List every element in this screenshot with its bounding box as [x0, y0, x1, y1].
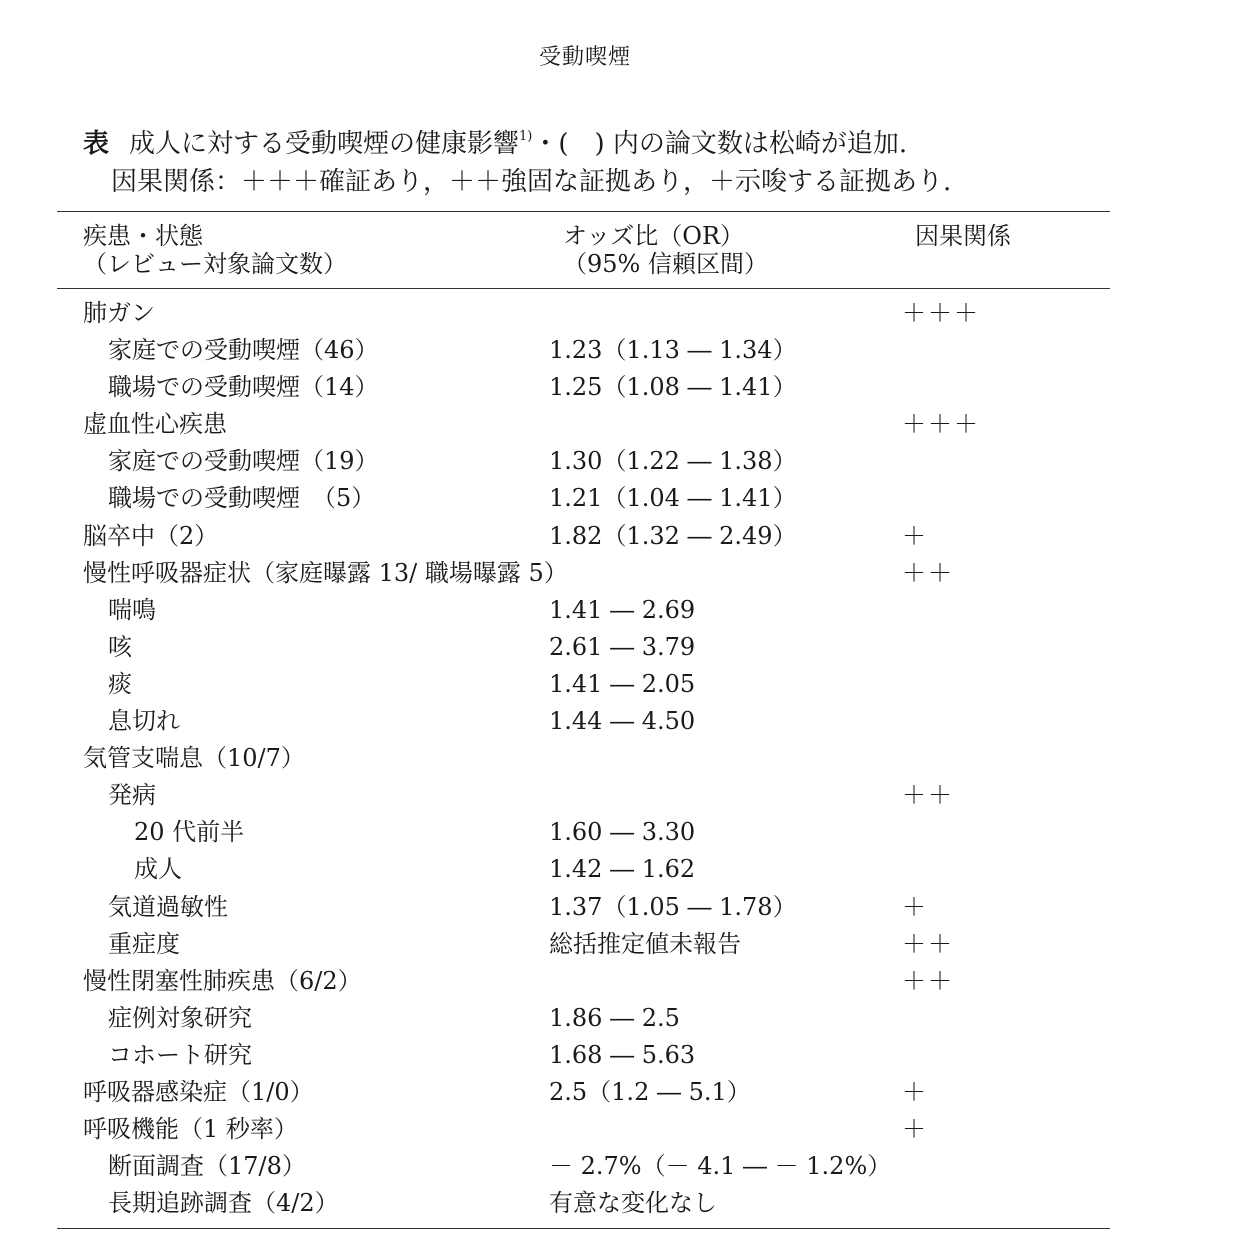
column-header-causality: 因果関係	[915, 222, 1011, 250]
column-header-odds-ratio	[563, 222, 768, 278]
table-row	[0, 703, 1242, 740]
column-header-disease	[83, 222, 347, 278]
row-causality: ＋	[902, 521, 928, 550]
row-odds-ratio: 1.25（1.08 ― 1.41）	[549, 373, 797, 402]
row-odds-ratio: － 2.7%（－ 4.1 ― － 1.2%）	[549, 1152, 892, 1181]
row-causality: ＋＋	[902, 929, 954, 958]
row-condition: 喘鳴	[108, 595, 156, 624]
row-condition: 脳卒中（2）	[83, 521, 219, 550]
row-odds-ratio: 2.61 ― 3.79	[549, 632, 696, 661]
row-condition: 慢性呼吸器症状（家庭曝露 13/ 職場曝露 5）	[83, 558, 568, 587]
row-condition: 症例対象研究	[108, 1003, 252, 1032]
row-condition: 重症度	[108, 929, 180, 958]
row-causality: ＋＋	[902, 558, 954, 587]
row-causality: ＋＋＋	[902, 410, 980, 439]
table-row	[0, 592, 1242, 629]
table-bottom-rule	[57, 1228, 1110, 1229]
table-row	[0, 1185, 1242, 1222]
table-header-rule	[57, 288, 1110, 289]
row-condition: 慢性閉塞性肺疾患（6/2）	[83, 966, 362, 995]
column-header-or-line2: （95% 信頼区間）	[563, 250, 768, 278]
caption-reference: 1)	[519, 129, 533, 144]
table-row	[0, 1037, 1242, 1074]
column-header-disease-line2: （レビュー対象論文数）	[83, 250, 347, 278]
row-odds-ratio: 1.44 ― 4.50	[549, 707, 696, 736]
row-condition: 虚血性心疾患	[83, 410, 227, 439]
row-condition: 家庭での受動喫煙（46）	[108, 336, 379, 365]
table-row	[0, 814, 1242, 851]
row-causality: ＋	[902, 1077, 928, 1106]
row-odds-ratio: 1.68 ― 5.63	[549, 1040, 696, 1069]
table-row	[0, 629, 1242, 666]
row-condition: 職場での受動喫煙 （5）	[108, 484, 376, 513]
row-odds-ratio: 1.30（1.22 ― 1.38）	[549, 447, 797, 476]
row-condition: 咳	[108, 632, 132, 661]
table-body	[0, 295, 1242, 1222]
table-row	[0, 332, 1242, 369]
row-odds-ratio: 2.5（1.2 ― 5.1）	[549, 1077, 751, 1106]
table-row	[0, 555, 1242, 592]
row-condition: 20 代前半	[134, 818, 245, 847]
table-row	[0, 777, 1242, 814]
row-condition: 家庭での受動喫煙（19）	[108, 447, 379, 476]
row-condition: 痰	[108, 669, 132, 698]
row-odds-ratio: 1.41 ― 2.05	[549, 669, 696, 698]
running-header: 受動喫煙	[538, 45, 631, 70]
row-condition: 呼吸器感染症（1/0）	[83, 1077, 314, 1106]
table-row	[0, 369, 1242, 406]
table-row	[0, 889, 1242, 926]
table-row	[0, 740, 1242, 777]
table-row	[0, 1111, 1242, 1148]
caption-text-after: ・( ) 内の論文数は松崎が追加.	[532, 129, 908, 159]
row-condition: 断面調査（17/8）	[108, 1152, 306, 1181]
table-row	[0, 963, 1242, 1000]
table-row	[0, 443, 1242, 480]
row-condition: 呼吸機能（1 秒率）	[83, 1115, 298, 1144]
row-odds-ratio: 1.82（1.32 ― 2.49）	[549, 521, 797, 550]
row-odds-ratio: 1.41 ― 2.69	[549, 595, 696, 624]
row-causality: ＋＋	[902, 966, 954, 995]
row-odds-ratio: 1.86 ― 2.5	[549, 1003, 680, 1032]
row-odds-ratio: 総括推定値未報告	[549, 929, 741, 958]
row-condition: 気道過敏性	[108, 892, 228, 921]
table-row	[0, 926, 1242, 963]
row-condition: コホート研究	[108, 1040, 252, 1069]
row-odds-ratio: 1.21（1.04 ― 1.41）	[549, 484, 797, 513]
table-row	[0, 518, 1242, 555]
caption-text: 成人に対する受動喫煙の健康影響	[129, 129, 520, 159]
row-condition: 息切れ	[108, 707, 180, 736]
row-odds-ratio: 有意な変化なし	[549, 1189, 717, 1218]
row-condition: 肺ガン	[83, 299, 155, 327]
table-row	[0, 1148, 1242, 1185]
row-condition: 成人	[134, 855, 182, 884]
table-row	[0, 1074, 1242, 1111]
table-caption	[83, 118, 1123, 201]
table-row	[0, 1000, 1242, 1037]
table-row	[0, 295, 1242, 332]
table-row	[0, 666, 1242, 703]
table-row	[0, 480, 1242, 517]
row-condition: 発病	[108, 781, 156, 810]
row-causality: ＋＋	[902, 781, 954, 810]
row-condition: 長期追跡調査（4/2）	[108, 1189, 339, 1218]
caption-label: 表	[83, 129, 110, 159]
table-row	[0, 406, 1242, 443]
row-odds-ratio: 1.42 ― 1.62	[549, 855, 696, 884]
row-condition: 気管支喘息（10/7）	[83, 744, 305, 773]
row-odds-ratio: 1.60 ― 3.30	[549, 818, 696, 847]
row-condition: 職場での受動喫煙（14）	[108, 373, 379, 402]
row-odds-ratio: 1.37（1.05 ― 1.78）	[549, 892, 797, 921]
column-header-or-line1: オッズ比（OR）	[563, 222, 745, 250]
column-header-disease-line1: 疾患・状態	[83, 222, 203, 250]
row-causality: ＋	[902, 1115, 928, 1144]
row-causality: ＋＋＋	[902, 299, 980, 327]
row-causality: ＋	[902, 892, 928, 921]
table-top-rule	[57, 211, 1110, 212]
table-row	[0, 851, 1242, 888]
caption-legend: 因果関係：＋＋＋確証あり，＋＋強固な証拠あり，＋示唆する証拠あり.	[111, 167, 952, 197]
row-odds-ratio: 1.23（1.13 ― 1.34）	[549, 336, 797, 365]
